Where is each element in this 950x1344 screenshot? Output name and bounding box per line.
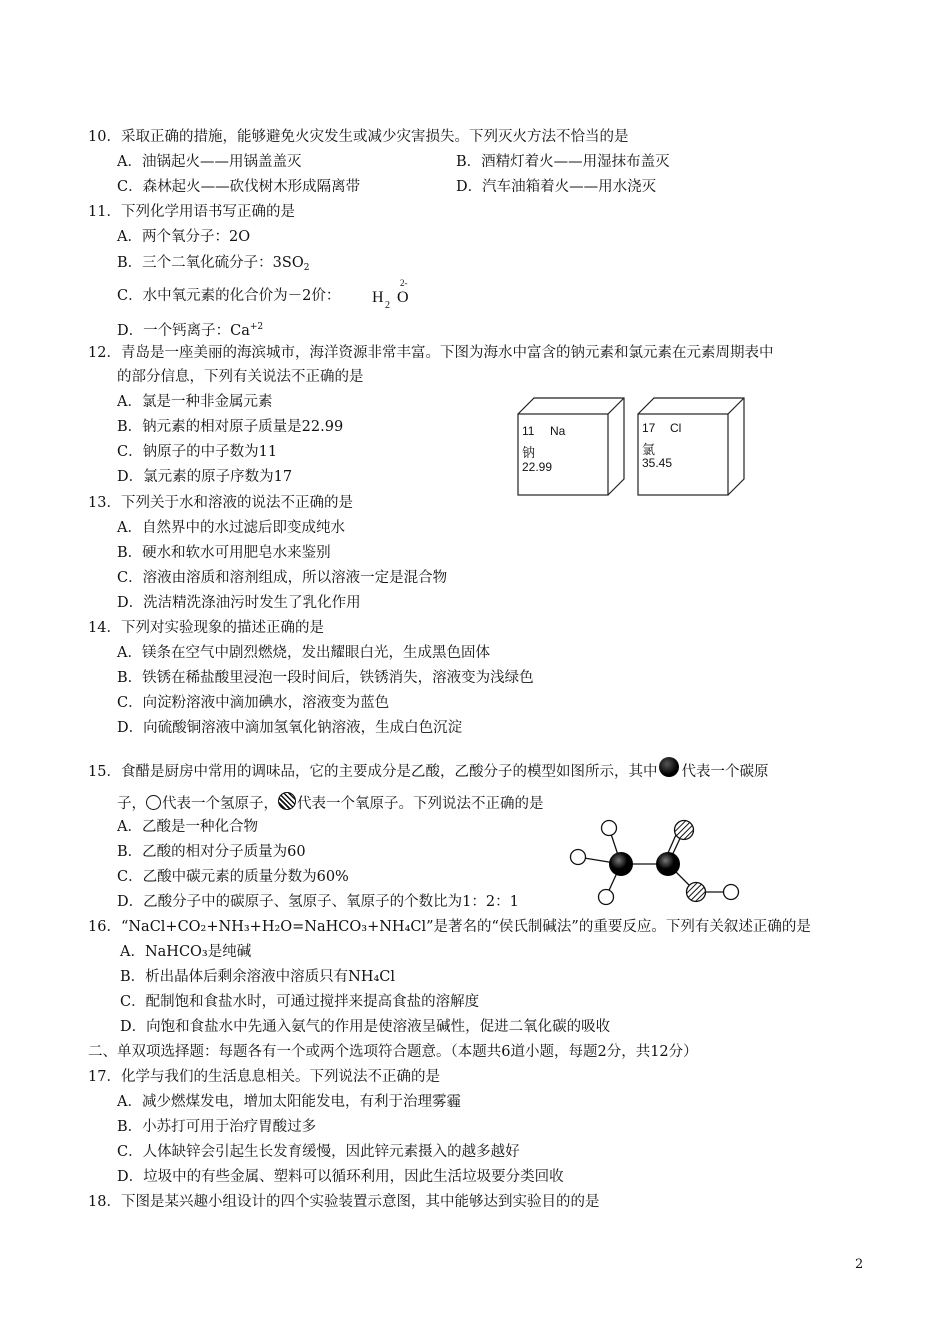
q15-option-d: D．乙酸分子中的碳原子、氢原子、氧原子的个数比为1：2：1 xyxy=(117,894,519,910)
q15-option-a: A．乙酸是一种化合物 xyxy=(117,819,258,835)
q13-option-c: C．溶液由溶质和溶剂组成，所以溶液一定是混合物 xyxy=(117,570,448,586)
q13-option-d: D．洗洁精洗涤油污时发生了乳化作用 xyxy=(117,595,361,611)
formula-h: H xyxy=(372,289,384,306)
carbon-atom-icon xyxy=(659,757,679,777)
acetic-acid-model xyxy=(560,810,750,920)
q15-option-b: B．乙酸的相对分子质量为60 xyxy=(117,844,306,860)
q16-stem: 16．“NaCl+CO₂+NH₃+H₂O=NaHCO₃+NH₄Cl”是著名的“侯氏制碱法”的重要反应。下列有关叙述正确的是 xyxy=(88,919,811,935)
na-name: 钠 xyxy=(522,446,536,461)
cl-symbol: Cl xyxy=(670,421,682,435)
na-symbol: Na xyxy=(550,424,566,438)
q15-stem-line2 xyxy=(117,792,544,813)
q17-option-b: B．小苏打可用于治疗胃酸过多 xyxy=(117,1119,317,1135)
q14-option-b: B．铁锈在稀盐酸里浸泡一段时间后，铁锈消失，溶液变为浅绿色 xyxy=(117,670,534,686)
q15-stem-line1a: 15．食醋是厨房中常用的调味品，它的主要成分是乙酸，乙酸分子的模型如图所示，其中 xyxy=(88,764,658,780)
q10-option-c: C．森林起火——砍伐树木形成隔离带 xyxy=(117,179,361,195)
cl-number: 17 xyxy=(642,421,656,435)
q18-stem: 18．下图是某兴趣小组设计的四个实验装置示意图，其中能够达到实验目的的是 xyxy=(88,1194,600,1210)
q10-option-a: A．油锅起火——用锅盖盖灭 xyxy=(117,154,302,170)
q15-stem-line2b: 代表一个氢原子， xyxy=(162,796,278,812)
oxygen-atom-icon xyxy=(278,792,296,810)
q10-stem: 10．采取正确的措施，能够避免火灾发生或减少灾害损失。下列灭火方法不恰当的是 xyxy=(88,129,629,145)
q12-stem-line2: 的部分信息，下列有关说法不正确的是 xyxy=(117,369,364,385)
carbon-atom xyxy=(609,852,633,876)
cl-name: 氯 xyxy=(642,443,656,458)
hydrogen-atom xyxy=(724,885,739,900)
na-mass: 22.99 xyxy=(522,460,553,474)
q14-option-a: A．镁条在空气中剧烈燃烧，发出耀眼白光，生成黑色固体 xyxy=(117,645,490,661)
carbon-atom xyxy=(656,852,680,876)
q14-stem: 14．下列对实验现象的描述正确的是 xyxy=(88,620,324,636)
q16-option-c: C．配制饱和食盐水时，可通过搅拌来提高食盐的溶解度 xyxy=(120,994,480,1010)
q12-option-a: A．氯是一种非金属元素 xyxy=(117,394,273,410)
q15-option-c: C．乙酸中碳元素的质量分数为60% xyxy=(117,869,349,885)
q16-option-d: D．向饱和食盐水中先通入氨气的作用是使溶液呈碱性，促进二氧化碳的吸收 xyxy=(120,1019,611,1035)
q16-option-a: A．NaHCO₃是纯碱 xyxy=(120,944,252,960)
q11-option-d-text: D．一个钙离子：Ca xyxy=(117,323,250,339)
q17-option-d: D．垃圾中的有些金属、塑料可以循环利用，因此生活垃圾要分类回收 xyxy=(117,1169,564,1185)
q10-option-b: B．酒精灯着火——用湿抹布盖灭 xyxy=(456,154,670,170)
hydrogen-atom xyxy=(599,890,614,905)
q15-stem-line1 xyxy=(88,757,768,781)
q11-option-a: A．两个氧分子：2O xyxy=(117,229,251,245)
formula-o: O xyxy=(397,289,409,306)
q10-option-d: D．汽车油箱着火——用水浇灭 xyxy=(456,179,657,195)
q12-option-c: C．钠原子的中子数为11 xyxy=(117,444,278,460)
q12-option-b: B．钠元素的相对原子质量是22.99 xyxy=(117,419,344,435)
hydrogen-atom-icon xyxy=(146,795,161,810)
q11-stem: 11．下列化学用语书写正确的是 xyxy=(88,204,295,220)
na-number: 11 xyxy=(522,424,535,438)
q17-stem: 17．化学与我们的生活息息相关。下列说法不正确的是 xyxy=(88,1069,440,1085)
formula-h-subscript: 2 xyxy=(385,300,390,311)
q14-option-c: C．向淀粉溶液中滴加碘水，溶液变为蓝色 xyxy=(117,695,390,711)
q15-stem-line2a: 子， xyxy=(117,796,146,812)
element-tile-na xyxy=(520,424,608,494)
q11-option-b-subscript: 2 xyxy=(303,263,310,273)
q11-option-c: C．水中氧元素的化合价为－2价： xyxy=(117,288,341,304)
q12-stem-line1: 12．青岛是一座美丽的海滨城市，海洋资源非常丰富。下图为海水中富含的钠元素和氯元素在元素周期表中 xyxy=(88,345,774,361)
hydrogen-atom xyxy=(571,850,586,865)
element-tile-cl xyxy=(640,421,728,491)
q13-option-a: A．自然界中的水过滤后即变成纯水 xyxy=(117,520,345,536)
oxygen-atom xyxy=(675,821,694,840)
q11-option-b-text: B．三个二氧化硫分子：3SO xyxy=(117,255,304,271)
q13-stem: 13．下列关于水和溶液的说法不正确的是 xyxy=(88,495,353,511)
q11-option-d-superscript: +2 xyxy=(249,322,264,332)
q12-option-d: D．氯元素的原子序数为17 xyxy=(117,469,293,485)
cl-tile-edge xyxy=(728,398,744,414)
q13-option-b: B．硬水和软水可用肥皂水来鉴别 xyxy=(117,545,331,561)
q14-option-d: D．向硫酸铜溶液中滴加氢氧化钠溶液，生成白色沉淀 xyxy=(117,720,463,736)
formula-valence: 2- xyxy=(400,278,408,288)
q15-stem-line1b: 代表一个碳原 xyxy=(681,764,769,780)
q17-option-c: C．人体缺锌会引起生长发育缓慢，因此锌元素摄入的越多越好 xyxy=(117,1144,520,1160)
q17-option-a: A．减少燃煤发电，增加太阳能发电，有利于治理雾霾 xyxy=(117,1094,461,1110)
q15-stem-line2c: 代表一个氧原子。下列说法不正确的是 xyxy=(297,796,544,812)
na-tile-edge xyxy=(608,398,624,414)
section-2-heading: 二、单双项选择题：每题各有一个或两个选项符合题意。（本题共6道小题，每题2分，共12分） xyxy=(88,1044,698,1060)
oxygen-atom xyxy=(687,883,706,902)
hydrogen-atom xyxy=(602,821,617,836)
cl-mass: 35.45 xyxy=(642,456,673,470)
q16-option-b: B．析出晶体后剩余溶液中溶质只有NH₄Cl xyxy=(120,969,396,985)
page-number: 2 xyxy=(855,1257,864,1272)
